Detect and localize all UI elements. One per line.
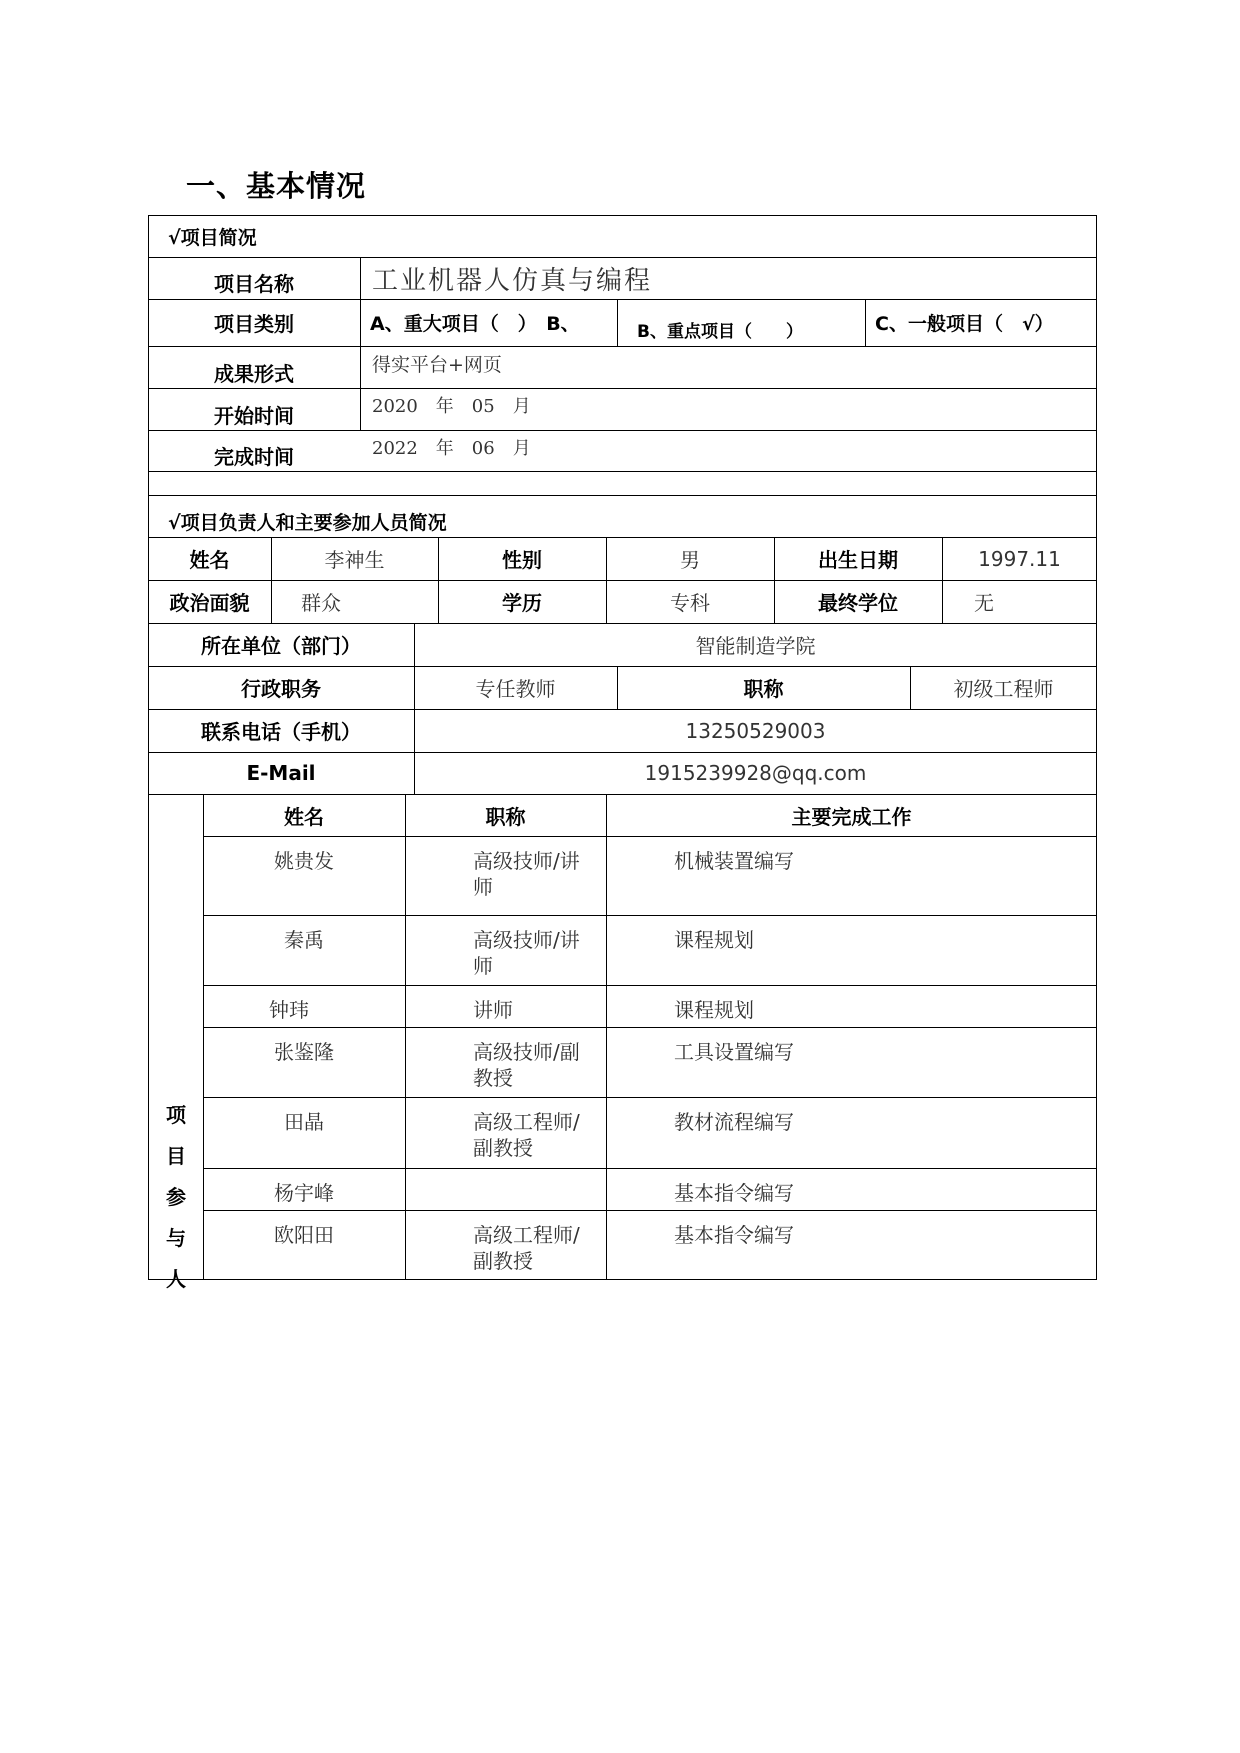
result-form-value: 得实平台+网页 [372, 353, 502, 376]
politics-value: 群众 [301, 591, 341, 615]
table-row-name: 秦禹 [284, 928, 324, 952]
email-value: 1915239928@qq.com [644, 761, 867, 785]
phone-value: 13250529003 [685, 718, 826, 743]
table-row-title: 高级技师/副 教授 [473, 1040, 580, 1090]
degree-value: 无 [974, 591, 994, 615]
gender-value: 男 [680, 548, 700, 572]
table-row-work: 教材流程编写 [674, 1110, 794, 1134]
table-row-title: 高级技师/讲 师 [473, 849, 580, 899]
table-row-title [405, 1168, 606, 1210]
post-label: 行政职务 [241, 677, 321, 701]
gender-label: 性别 [502, 548, 542, 572]
email-label: E-Mail [246, 761, 316, 785]
table-row-work: 基本指令编写 [674, 1223, 794, 1247]
table-row-work: 基本指令编写 [674, 1181, 794, 1205]
overview-section-label: √项目简况 [168, 226, 257, 249]
result-form-label: 成果形式 [214, 361, 294, 386]
leader-section-label: √项目负责人和主要参加人员简况 [168, 511, 447, 534]
page-title: 一、基本情况 [186, 169, 367, 203]
table-row-title: 讲师 [473, 998, 513, 1022]
participants-side-label: 项 目 参 与 人 [166, 1103, 186, 1291]
table-row-title: 高级工程师/ 副教授 [473, 1110, 580, 1160]
project-name-value: 工业机器人仿真与编程 [372, 265, 653, 296]
finish-time-value: 2022 年 06 月 [372, 437, 531, 459]
table-row-work: 工具设置编写 [674, 1040, 794, 1064]
table-row-name: 田晶 [284, 1110, 324, 1134]
basic-info-table [148, 215, 1097, 1291]
title-value: 初级工程师 [953, 677, 1054, 701]
title-label: 职称 [743, 677, 784, 701]
education-label: 学历 [502, 591, 542, 615]
table-row-title: 高级技师/讲 师 [473, 928, 580, 978]
politics-label: 政治面貌 [169, 591, 250, 615]
leader-name-value: 李神生 [324, 548, 385, 572]
table-row-name: 姚贵发 [274, 849, 334, 873]
table-row-title: 高级工程师/ 副教授 [473, 1223, 580, 1273]
finish-time-label: 完成时间 [214, 445, 294, 469]
table-row-name: 钟玮 [269, 998, 309, 1022]
start-time-label: 开始时间 [214, 403, 294, 428]
table-row-name: 张鉴隆 [274, 1040, 334, 1064]
post-value: 专任教师 [475, 677, 556, 701]
participants-header-name: 姓名 [284, 804, 324, 829]
category-option-b: B、重点项目（ ） [637, 322, 803, 342]
participants-header-work: 主要完成工作 [791, 804, 912, 829]
table-row-work: 课程规划 [674, 928, 754, 952]
unit-label: 所在单位（部门） [201, 634, 361, 658]
birth-label: 出生日期 [818, 548, 898, 572]
project-category-label: 项目类别 [214, 312, 294, 336]
project-name-label: 项目名称 [214, 271, 294, 296]
leader-name-label: 姓名 [189, 548, 230, 572]
unit-value: 智能制造学院 [695, 634, 816, 658]
birth-value: 1997.11 [978, 546, 1061, 571]
category-option-a: A、重大项目（ ） B、 [370, 313, 580, 335]
start-time-value: 2020 年 05 月 [372, 396, 531, 417]
table-row-name: 欧阳田 [274, 1223, 334, 1247]
education-value: 专科 [670, 591, 710, 615]
table-row-name: 杨宇峰 [274, 1181, 334, 1205]
table-row-work: 机械装置编写 [674, 849, 794, 873]
phone-label: 联系电话（手机） [201, 720, 361, 744]
degree-label: 最终学位 [818, 591, 898, 615]
participants-header-title: 职称 [485, 804, 526, 829]
table-row-work: 课程规划 [674, 998, 754, 1022]
category-option-c: C、一般项目（ √） [875, 313, 1054, 335]
